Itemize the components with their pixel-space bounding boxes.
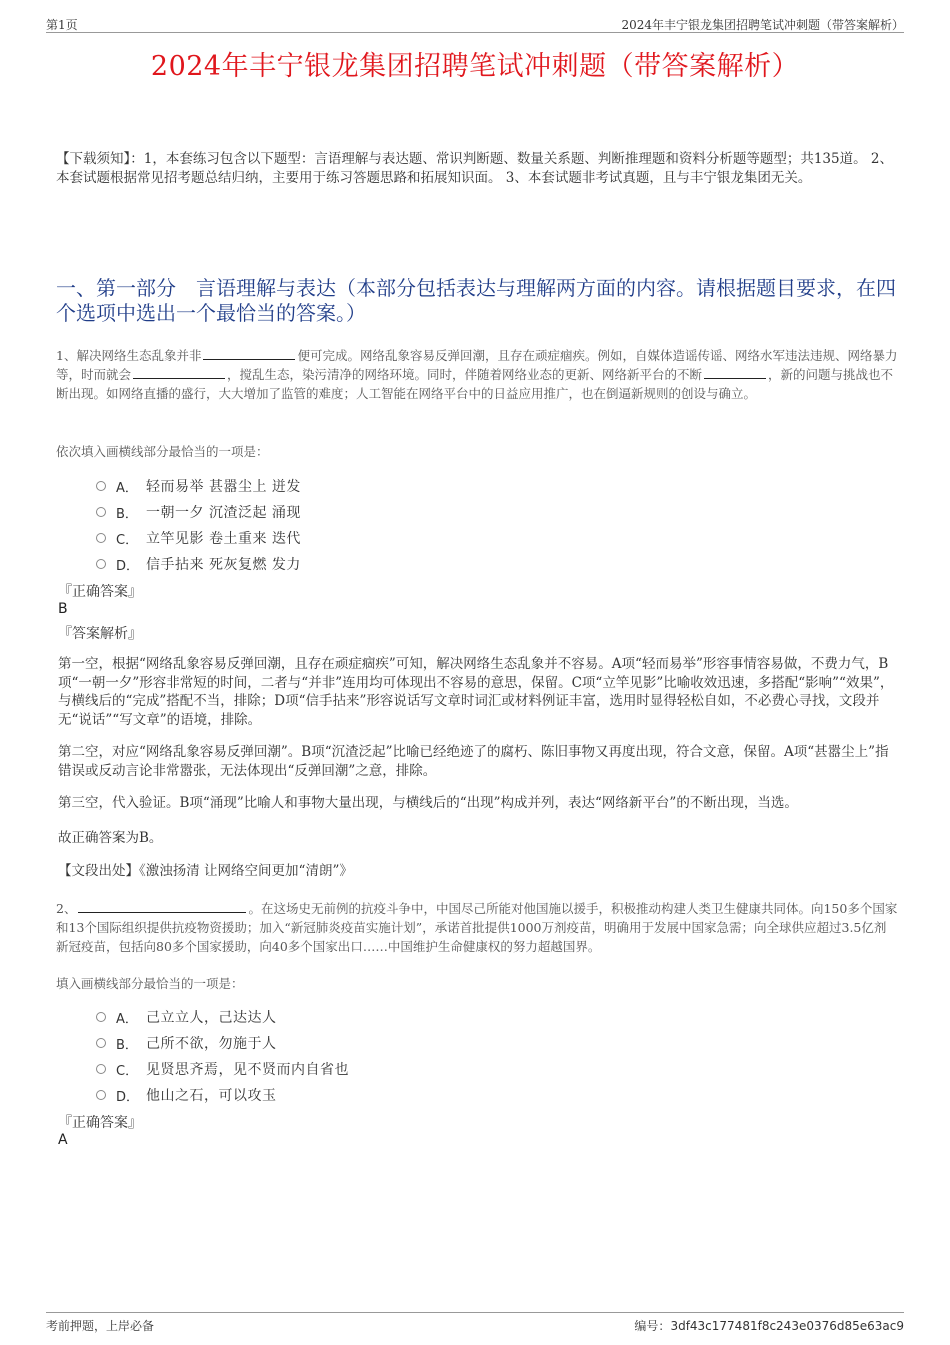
q1-option-d[interactable] [96, 551, 301, 577]
q1-text-4: ，新的问题与挑战也不断出现。如网络直播的盛行，大大增加了监管的难度；人工智能在网络平台中的日益应用推广，也在倒逼新规则的创设与确立。 [56, 367, 894, 401]
footer-code-block [634, 1317, 904, 1334]
option-text: 他山之石，可以攻玉 [146, 1088, 277, 1104]
section-heading: 一、第一部分 言语理解与表达（本部分包括表达与理解两方面的内容。请根据题目要求，在四个选项中选出一个最恰当的答案。） [56, 276, 896, 325]
q1-analysis-label: 『答案解析』 [58, 626, 142, 642]
q1-answer-label: 『正确答案』 [58, 584, 142, 600]
q1-analysis-para-1: 第一空，根据“网络乱象容易反弹回潮，且存在顽症痼疾”可知，解决网络生态乱象并不容易。A项“轻而易举”形容事情容易做，不费力气，B项“一朝一夕”形容非常短的时间，二者与“并非”连用均可体现出不容易的意思，保留。C项“立竿见影”比喻收效迅速，多搭配“影响”“效果”，与横线后的“完成”搭配不当，排除；D项“信手拈来”形容说话写文章时词汇或材料例证丰富，选用时显得轻松自如，不必费心寻找，文段并无“说话”“写文章”的语境，排除。 [58, 656, 894, 728]
radio-icon[interactable] [96, 1064, 106, 1074]
option-letter: B． [116, 506, 138, 522]
option-letter: B． [116, 1037, 138, 1053]
radio-icon[interactable] [96, 1090, 106, 1100]
footer-slogan: 考前押题，上岸必备 [46, 1319, 155, 1333]
option-letter: C． [116, 1063, 139, 1079]
question-1-stem [56, 346, 898, 403]
document-title: 2024年丰宁银龙集团招聘笔试冲刺题（带答案解析） [150, 51, 800, 82]
q1-text-3: ，搅乱生态，染污清净的网络环境。同时，伴随着网络业态的更新、网络新平台的不断 [227, 367, 703, 382]
option-letter: C． [116, 532, 139, 548]
q1-blank-1 [203, 346, 295, 360]
q1-analysis-para-3: 第三空，代入验证。B项“涌现”比喻人和事物大量出现，与横线后的“出现”构成并列，表达“网络新平台”的不断出现，当选。 [58, 795, 798, 811]
radio-icon[interactable] [96, 481, 106, 491]
option-text: 一朝一夕 沉渣泛起 涌现 [146, 505, 301, 521]
q2-option-c[interactable] [96, 1056, 349, 1082]
q1-analysis-para-2: 第二空，对应“网络乱象容易反弹回潮”。B项“沉渣泛起”比喻已经绝迹了的腐朽、陈旧事物又再度出现，符合文意，保留。A项“甚嚣尘上”指错误或反动言论非常嚣张，无法体现出“反弹回潮”之意，排除。 [58, 744, 889, 779]
header-doc-name: 2024年丰宁银龙集团招聘笔试冲刺题（带答案解析） [621, 18, 904, 32]
q2-answer: A [58, 1132, 68, 1148]
q2-answer-label: 『正确答案』 [58, 1115, 142, 1131]
q1-option-c[interactable] [96, 525, 301, 551]
q1-blank-3 [704, 365, 766, 379]
q1-option-b[interactable] [96, 499, 301, 525]
page-header [46, 14, 904, 33]
radio-icon[interactable] [96, 1038, 106, 1048]
option-text: 轻而易举 甚嚣尘上 迸发 [146, 479, 301, 495]
footer-code-label: 编号： [634, 1319, 671, 1333]
q2-option-b[interactable] [96, 1030, 349, 1056]
radio-icon[interactable] [96, 533, 106, 543]
q2-text-1: 2、 [56, 901, 77, 916]
radio-icon[interactable] [96, 507, 106, 517]
option-text: 己立立人，己达达人 [146, 1010, 277, 1026]
footer-code: 3df43c177481f8c243e0376d85e63ac9 [670, 1319, 904, 1333]
q2-text-2: 。在这场史无前例的抗疫斗争中，中国尽己所能对他国施以援手，积极推动构建人类卫生健康共同体。向150多个国家和13个国际组织提供抗疫物资援助；加入“新冠肺炎疫苗实施计划”，承诺首批提供1000万剂疫苗，明确用于发展中国家急需；向全球供应超过3.5亿剂新冠疫苗，包括向80多个国家援助，向40多个国家出口……中国维护生命健康权的努力超越国界。 [56, 901, 898, 954]
radio-icon[interactable] [96, 1012, 106, 1022]
option-text: 立竿见影 卷土重来 迭代 [146, 531, 301, 547]
option-letter: A． [116, 480, 138, 496]
q1-analysis-para-4: 故正确答案为B。 [58, 830, 163, 846]
q1-option-a[interactable] [96, 473, 301, 499]
q2-option-a[interactable] [96, 1004, 349, 1030]
q1-answer: B [58, 601, 68, 617]
q2-options [96, 1004, 349, 1108]
option-letter: D． [116, 558, 140, 574]
option-text: 信手拈来 死灰复燃 发力 [146, 557, 301, 573]
q1-blank-2 [133, 365, 225, 379]
radio-icon[interactable] [96, 559, 106, 569]
q1-source: 【文段出处】《激浊扬清 让网络空间更加“清朗”》 [58, 863, 353, 879]
q2-option-d[interactable] [96, 1082, 349, 1108]
page-footer [46, 1312, 904, 1335]
q1-prompt: 依次填入画横线部分最恰当的一项是： [56, 444, 269, 459]
option-letter: A． [116, 1011, 138, 1027]
option-letter: D． [116, 1089, 140, 1105]
q1-options [96, 473, 301, 577]
q1-text-1: 1、解决网络生态乱象并非 [56, 348, 202, 363]
page-number: 第1页 [46, 18, 78, 32]
option-text: 见贤思齐焉，见不贤而内自省也 [146, 1062, 349, 1078]
download-notice: 【下载须知】：1，本套练习包含以下题型：言语理解与表达题、常识判断题、数量关系题、判断推理题和资料分析题等题型；共135道。 2、本套试题根据常见招考题总结归纳，主要用于练习答题思路和拓展知识面。 3、本套试题非考试真题，且与丰宁银龙集团无关。 [56, 151, 893, 186]
q1-text-2: 便可完成。网络乱象容易反弹回潮，且存在顽症痼疾。例如，自媒体造谣传谣、网络水军违法违规、网络暴力等，时而就会 [56, 348, 898, 382]
q2-blank-1 [78, 899, 246, 913]
question-2-stem [56, 899, 898, 956]
option-text: 己所不欲，勿施于人 [146, 1036, 277, 1052]
q2-prompt: 填入画横线部分最恰当的一项是： [56, 976, 244, 991]
